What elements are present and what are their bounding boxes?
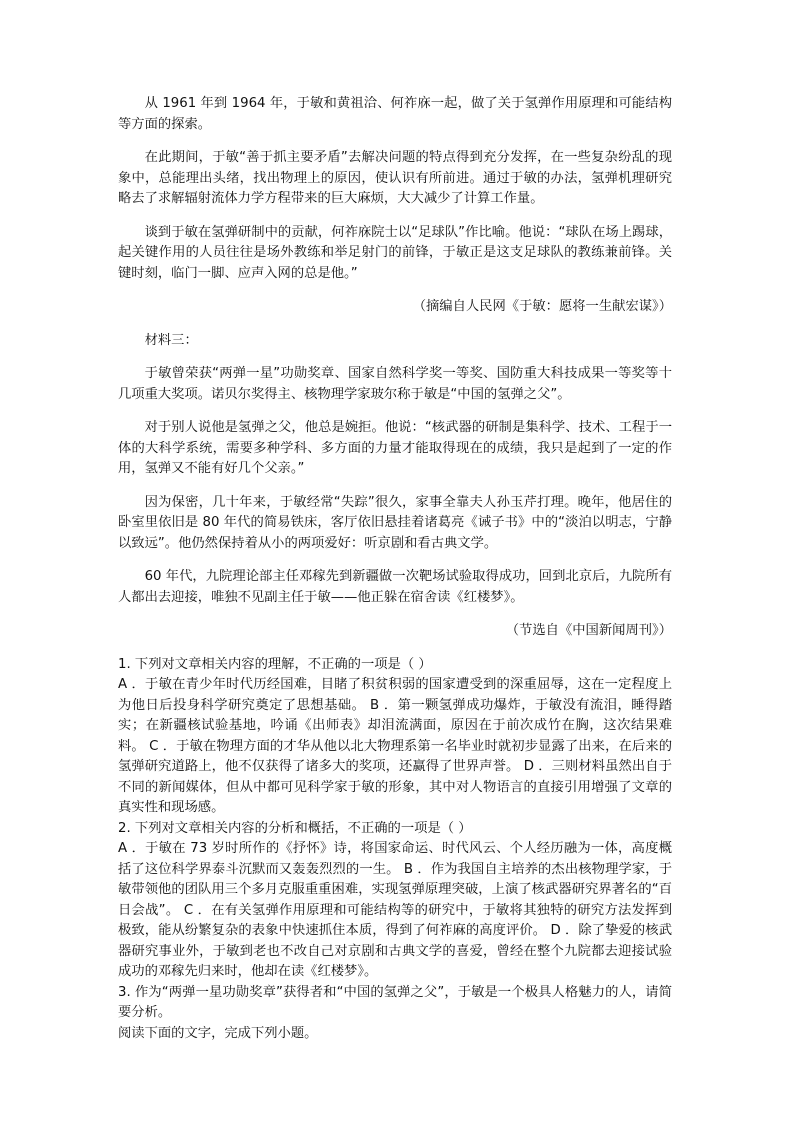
paragraph-research-period: 从 1961 年到 1964 年，于敏和黄祖洽、何祚庥一起，做了关于氢弹作用原理和可能结构等方面的探索。 — [118, 96, 672, 132]
question-2-options: A ．于敏在 73 岁时所作的《抒怀》诗，将国家命运、时代风云、个人经历融为一体，高度概括了这位科学界泰斗沉默而又轰轰烈烈的一生。 B ．作为我国自主培养的杰出核物理学家，于敏带领他的团队用三个多月克服重重困难，实现氢弹原理突破，上演了核武器研究界著名的“百日会战”。 C ．在有关氢弹作用原理和可能结构等的研究中，于敏将其独特的研究方法发挥到极致，能从纷繁复杂的表象中快速抓住本质，得到了何祚麻的高度评价。 D ．除了挚爱的核武器研究事业外，于敏到老也不改自己对京剧和古典文学的喜爱，曾经在整个九院都去迎接试验成功的邓稼先归来时，他却在读《红楼梦》。 — [118, 841, 672, 979]
question-3: 3. 作为“两弹一星功勋奖章”获得者和“中国的氢弹之父”，于敏是一个极具人格魅力的人，请简要分析。 — [118, 984, 672, 1020]
paragraph-declines-title: 对于别人说他是氢弹之父，他总是婉拒。他说：“核武器的研制是集科学、技术、工程于一体的大科学系统，需要多种学科、多方面的力量才能取得现在的成绩，我只是起到了一定的作用，氢弹又不能有好几个父亲。” — [118, 420, 672, 476]
reading-instruction: 阅读下面的文字，完成下列小题。 — [118, 1025, 318, 1041]
source-citation-people-daily: （摘编自人民网《于敏：愿将一生献宏谋》） — [412, 299, 672, 314]
material-three-heading: 材料三： — [144, 332, 198, 348]
question-1: 1. 下列对文章相关内容的理解，不正确的一项是（ ） — [118, 656, 432, 672]
paragraph-red-chamber: 60 年代，九院理论部主任邓稼先到新疆做一次靶场试验取得成功，回到北京后，九院所有人都出去迎接，唯独不见副主任于敏——他正躲在宿舍读《红楼梦》。 — [118, 569, 672, 605]
paragraph-football-metaphor: 谈到于敏在氢弹研制中的贡献，何祚庥院士以“足球队”作比喻。他说：“球队在场上踢球，起关键作用的人员往往是场外教练和举足射门的前锋，于敏正是这支足球队的教练兼前锋。关键时刻，临门一脚、应声入网的总是他。” — [118, 224, 672, 281]
question-1-options: A ．于敏在青少年时代历经国难，目睹了积贫积弱的国家遭受到的深重屈辱，这在一定程度上为他日后投身科学研究奠定了思想基础。 B ．第一颗氢弹成功爆炸，于敏没有流泪，睡得踏实；在新疆核试验基地，吟诵《出师表》却泪流满面，原因在于前次成竹在胸，这次结果难料。 C ．于敏在物理方面的才华从他以北大物理系第一名毕业时就初步显露了出来，在后来的氢弹研究道路上，他不仅获得了诸多大的奖项，还赢得了世界声誉。 D ．三则材料虽然出自于不同的新闻媒体，但从中都可见科学家于敏的形象，其中对人物语言的直接引用增强了文章的真实性和现场感。 — [118, 677, 672, 815]
paragraph-secrecy-life: 因为保密，几十年来，于敏经常“失踪”很久，家事全靠夫人孙玉芹打理。晚年，他居住的卧室里依旧是 80 年代的简易铁床，客厅依旧悬挂着诸葛亮《诫子书》中的“淡泊以明志，宁静以致远”。他仍然保持着从小的两项爱好：听京剧和看古典文学。 — [118, 494, 672, 551]
paragraph-awards: 于敏曾荣获“两弹一星”功勋奖章、国家自然科学奖一等奖、国防重大科技成果一等奖等十几项重大奖项。诺贝尔奖得主、核物理学家玻尔称于敏是“中国的氢弹之父”。 — [118, 366, 672, 402]
document-page — [118, 94, 672, 1044]
source-citation-china-newsweek: （节选自《中国新闻周刊》） — [505, 623, 672, 638]
paragraph-main-contradiction: 在此期间，于敏“善于抓主要矛盾”去解决问题的特点得到充分发挥，在一些复杂纷乱的现象中，总能理出头绪，找出物理上的原因，使认识有所前进。通过于敏的办法，氢弹机理研究略去了求解辐射流体力学方程带来的巨大麻烦，大大减少了计算工作量。 — [118, 150, 672, 206]
question-2: 2. 下列对文章相关内容的分析和概括，不正确的一项是（ ） — [118, 820, 472, 836]
